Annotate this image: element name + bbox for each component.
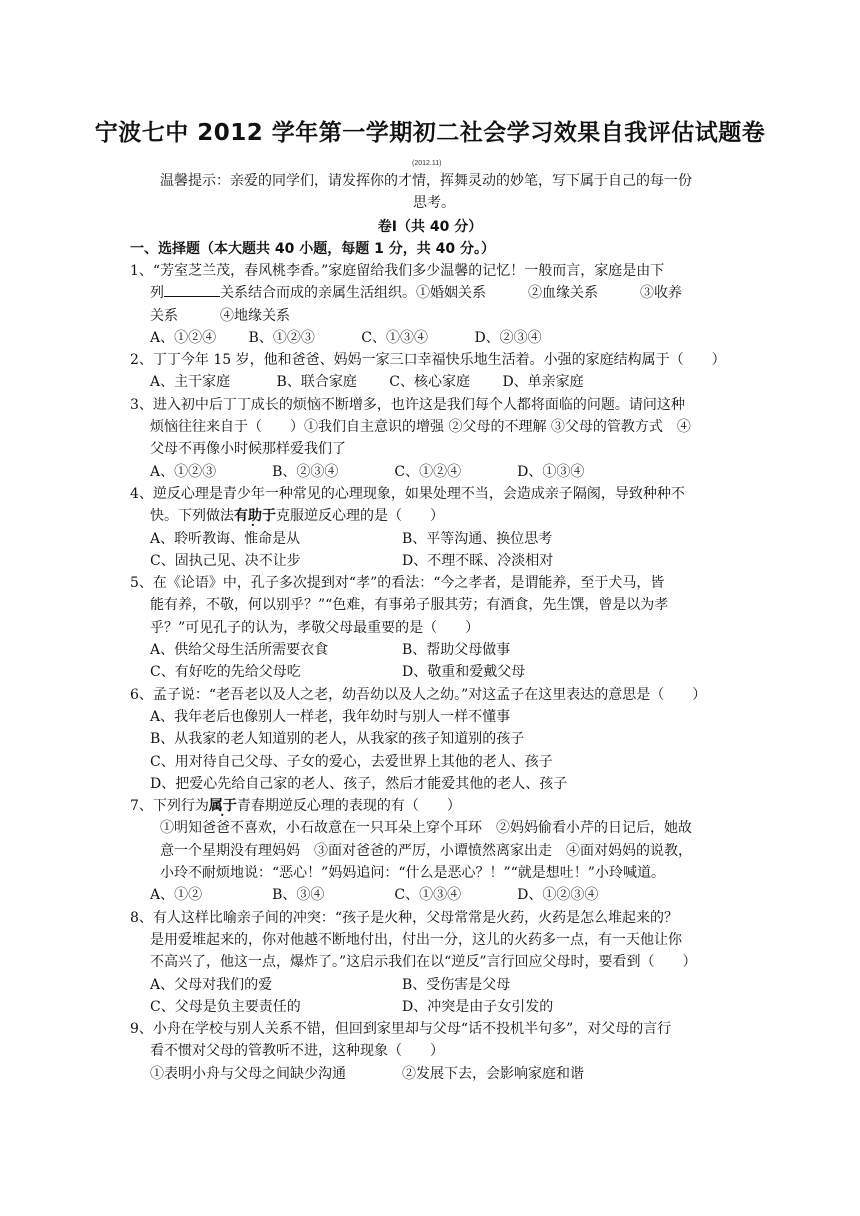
- q5-options-ab: [130, 639, 734, 661]
- q1-line-2a: 列: [150, 285, 164, 302]
- q7-line-1: [130, 795, 734, 817]
- q8-option-c: C、父母是负主要责任的: [150, 998, 301, 1015]
- q4-line-2a: 快。下列做法: [150, 508, 234, 525]
- q3-line-1: 3、进入初中后丁丁成长的烦恼不断增多，也许这是我们每个人都将面临的问题。请问这种: [130, 396, 685, 413]
- q5-line-1: 5、在《论语》中，孔子多次提到对“孝”的看法：“今之孝者，是谓能养，至于犬马，皆: [130, 575, 665, 592]
- q7-line-1b: 青春期逆反心理的表现的有（ ）: [236, 798, 461, 815]
- tip-line-1: 温馨提示：亲爱的同学们，请发挥你的才情，挥舞灵动的妙笔，写下属于自己的每一份: [160, 173, 692, 189]
- q4-line-1: 4、逆反心理是青少年一种常见的心理现象，如果处理不当，会造成亲子隔阂，导致种种不: [130, 485, 685, 502]
- q7-line-4: 小玲不耐烦地说：“恶心！”妈妈追问：“什么是恶心？！”“就是想吐！”小玲喊道。: [160, 865, 665, 882]
- q7-options: A、①② B、③④ C、①③④ D、①②③④: [150, 887, 599, 904]
- q7-line-1a: 7、下列行为: [130, 798, 209, 815]
- exam-date: (2012.11): [412, 160, 442, 167]
- q5-option-b: B、帮助父母做事: [402, 642, 511, 659]
- q5-option-a: A、供给父母生活所需要衣食: [150, 642, 329, 659]
- q4-option-c: C、固执己见、决不让步: [150, 552, 301, 569]
- q3-options: A、①②③ B、②③④ C、①②④ D、①③④: [150, 463, 585, 480]
- section-heading: 一、选择题（本大题共 40 小题，每题 1 分，共 40 分。）: [130, 241, 495, 257]
- q5-options-cd: [130, 661, 734, 683]
- q7-keyword: 属于: [208, 798, 237, 815]
- q9-option-b: ②发展下去，会影响家庭和谐: [402, 1065, 584, 1082]
- q1-line-2: [130, 282, 734, 304]
- q7-line-3: 意一个星期没有理妈妈 ③面对爸爸的严厉，小谭愤然离家出走 ④面对妈妈的说教，: [160, 842, 692, 859]
- q4-options-ab: [130, 528, 734, 550]
- q5-line-2: 能有养，不敬，何以别乎？”“色难，有事弟子服其劳；有酒食，先生馔，曾是以为孝: [150, 597, 669, 614]
- q5-option-c: C、有好吃的先给父母吃: [150, 664, 301, 681]
- q4-options-cd: [130, 550, 734, 572]
- q8-option-b: B、受伤害是父母: [402, 976, 511, 993]
- q6-option-a: A、我年老后也像别人一样老，我年幼时与别人一样不懂事: [150, 708, 511, 725]
- q8-option-d: D、冲突是由子女引发的: [402, 998, 554, 1015]
- q1-options: A、①②④ B、①②③ C、①③④ D、②③④: [150, 329, 542, 346]
- question-list: [130, 260, 734, 1085]
- q6-line-1: 6、孟子说：“老吾老以及人之老，幼吾幼以及人之幼。”对这孟子在这里表达的意思是（ ）: [130, 686, 707, 703]
- q6-option-d: D、把爱心先给自己家的老人、孩子，然后才能爱其他的老人、孩子: [150, 775, 568, 792]
- q3-line-3: 父母不再像小时候那样爱我们了: [150, 441, 346, 458]
- q8-option-a: A、父母对我们的爱: [150, 976, 273, 993]
- q8-line-3: 不高兴了，他这一点，爆炸了。”这启示我们在以“逆反”言行回应父母时，要看到（ ）: [150, 954, 697, 971]
- q3-line-2: 烦恼往往来自于（ ）①我们自主意识的增强 ②父母的不理解 ③父母的管教方式 ④: [150, 419, 691, 436]
- q9-line-2: 看不惯对父母的管教听不进，这种现象（ ）: [150, 1043, 444, 1060]
- volume-heading: 卷Ⅰ（共 40 分）: [377, 219, 483, 235]
- q5-option-d: D、敬重和爱戴父母: [402, 664, 526, 681]
- q2-line-1: 2、丁丁今年 15 岁，他和爸爸、妈妈一家三口幸福快乐地生活着。小强的家庭结构属于（ ）: [130, 352, 726, 369]
- q9-option-a: ①表明小舟与父母之间缺少沟通: [150, 1065, 346, 1082]
- q1-line-2b: 关系结合而成的亲属生活组织。①婚姻关系 ②血缘关系 ③收养: [220, 285, 682, 302]
- q4-option-b: B、平等沟通、换位思考: [402, 530, 553, 547]
- q4-line-2b: 克服逆反心理的是（ ）: [276, 508, 444, 525]
- q4-option-d: D、不理不睬、冷淡相对: [402, 552, 554, 569]
- q4-keyword: 有助于: [234, 508, 276, 525]
- page-title: 宁波七中 2012 学年第一学期初二社会学习效果自我评估试题卷: [94, 120, 766, 146]
- q2-options: A、主干家庭 B、联合家庭 C、核心家庭 D、单亲家庭: [150, 374, 584, 391]
- q1-line-1: 1、“芳室芝兰茂，春风桃李香。”家庭留给我们多少温馨的记忆！一般而言，家庭是由下: [130, 263, 665, 279]
- q4-option-a: A、聆听教诲、惟命是从: [150, 530, 301, 547]
- answer-blank: [164, 282, 220, 297]
- q8-line-2: 是用爱堆起来的，你对他越不断地付出，付出一分，这儿的火药多一点，有一天他让你: [150, 931, 682, 948]
- q8-options-cd: [130, 996, 734, 1018]
- q6-option-b: B、从我家的老人知道别的老人，从我家的孩子知道别的孩子: [150, 731, 525, 748]
- q9-line-1: 9、小舟在学校与别人关系不错，但回到家里却与父母“话不投机半句多”，对父母的言行: [130, 1021, 672, 1038]
- q5-line-3: 乎？”可见孔子的认为，孝敬父母最重要的是（ ）: [150, 619, 480, 636]
- q1-line-3: 关系 ④地缘关系: [150, 307, 290, 324]
- q8-line-1: 8、有人这样比喻亲子间的冲突：“孩子是火种，父母常常是火药，火药是怎么堆起来的？: [130, 909, 679, 926]
- q6-option-c: C、用对待自己父母、子女的爱心，去爱世界上其他的老人、孩子: [150, 753, 553, 770]
- q9-options-ab: [130, 1063, 734, 1085]
- q7-line-2: ①明知爸爸不喜欢，小石故意在一只耳朵上穿个耳环 ②妈妈偷看小芹的日记后，她故: [160, 820, 692, 837]
- q8-options-ab: [130, 974, 734, 996]
- q4-line-2: [130, 505, 734, 527]
- tip-line-2: 思考。: [413, 195, 455, 211]
